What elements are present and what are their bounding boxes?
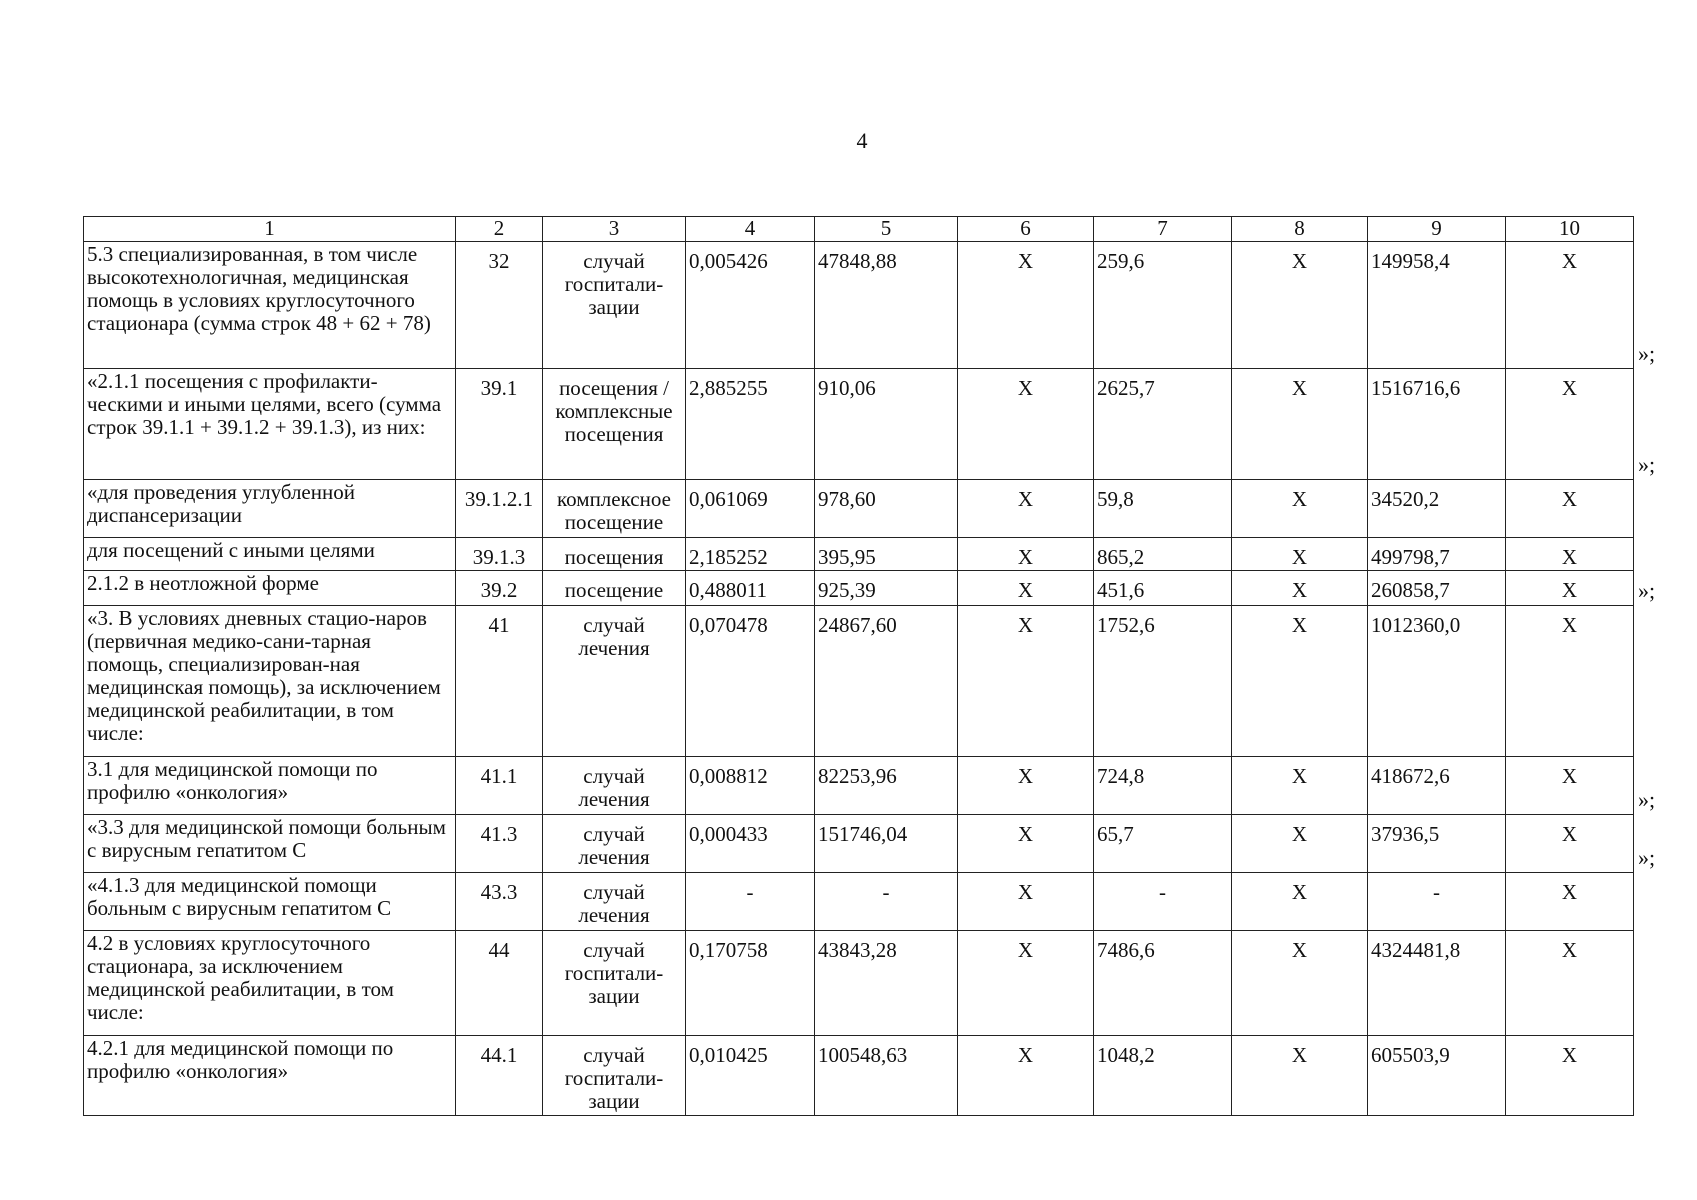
row-unit-cell: посещения: [543, 538, 686, 571]
page-number: 4: [856, 128, 868, 153]
closing-quote-mark: »;: [1638, 786, 1656, 812]
row-value-col9: -: [1368, 873, 1506, 931]
closing-quote-mark: »;: [1638, 340, 1656, 366]
row-name-cell: для посещений с иными целями: [84, 538, 456, 571]
table-row: [84, 873, 1634, 931]
column-header: 5: [815, 217, 958, 242]
row-unit-cell: случай госпитали-зации: [543, 242, 686, 369]
row-mark-col6: Х: [958, 538, 1094, 571]
table-row: [84, 931, 1634, 1036]
row-value-col9: 4324481,8: [1368, 931, 1506, 1036]
row-mark-col10: Х: [1506, 873, 1634, 931]
closing-quote-mark: »;: [1638, 451, 1656, 477]
row-mark-col8: Х: [1232, 931, 1368, 1036]
row-mark-col10: Х: [1506, 538, 1634, 571]
row-value-col9: 149958,4: [1368, 242, 1506, 369]
row-mark-col6: Х: [958, 1036, 1094, 1116]
row-value-col7: 865,2: [1094, 538, 1232, 571]
row-value-col4: 0,005426: [686, 242, 815, 369]
row-code-cell: 44: [456, 931, 543, 1036]
row-value-col4: -: [686, 873, 815, 931]
row-name-cell: «4.1.3 для медицинской помощи больным с вирусным гепатитом С: [84, 873, 456, 931]
row-value-col5: 910,06: [815, 369, 958, 480]
row-mark-col8: Х: [1232, 538, 1368, 571]
row-name-cell: «для проведения углубленной диспансеризации: [84, 480, 456, 538]
table-row: [84, 606, 1634, 757]
row-unit-cell: случай лечения: [543, 757, 686, 815]
table-row: [84, 815, 1634, 873]
row-unit-cell: случай лечения: [543, 815, 686, 873]
column-header: 10: [1506, 217, 1634, 242]
column-header: 3: [543, 217, 686, 242]
row-mark-col10: Х: [1506, 480, 1634, 538]
row-value-col5: 100548,63: [815, 1036, 958, 1116]
row-name-cell: 3.1 для медицинской помощи по профилю «онкология»: [84, 757, 456, 815]
row-name-cell: «3. В условиях дневных стацио-наров (первичная медико-сани-тарная помощь, специализирован-ная медицинская помощь), за исключением медицинской реабилитации, в том числе:: [84, 606, 456, 757]
row-mark-col10: Х: [1506, 606, 1634, 757]
row-value-col4: 0,000433: [686, 815, 815, 873]
row-code-cell: 39.2: [456, 571, 543, 606]
row-mark-col6: Х: [958, 369, 1094, 480]
column-header: 6: [958, 217, 1094, 242]
row-mark-col6: Х: [958, 757, 1094, 815]
row-value-col4: 0,488011: [686, 571, 815, 606]
row-value-col7: 59,8: [1094, 480, 1232, 538]
row-mark-col8: Х: [1232, 873, 1368, 931]
row-value-col4: 2,885255: [686, 369, 815, 480]
row-unit-cell: случай госпитали-зации: [543, 931, 686, 1036]
row-value-col5: 82253,96: [815, 757, 958, 815]
row-value-col9: 499798,7: [1368, 538, 1506, 571]
column-header: 9: [1368, 217, 1506, 242]
row-value-col5: 151746,04: [815, 815, 958, 873]
row-value-col4: 0,008812: [686, 757, 815, 815]
row-code-cell: 43.3: [456, 873, 543, 931]
row-value-col7: 1048,2: [1094, 1036, 1232, 1116]
closing-quote-mark: »;: [1638, 577, 1656, 603]
row-value-col9: 1012360,0: [1368, 606, 1506, 757]
row-value-col7: 259,6: [1094, 242, 1232, 369]
row-value-col9: 37936,5: [1368, 815, 1506, 873]
row-mark-col10: Х: [1506, 757, 1634, 815]
row-mark-col10: Х: [1506, 242, 1634, 369]
row-value-col5: 24867,60: [815, 606, 958, 757]
row-mark-col6: Х: [958, 931, 1094, 1036]
row-value-col5: -: [815, 873, 958, 931]
row-value-col5: 43843,28: [815, 931, 958, 1036]
row-mark-col8: Х: [1232, 815, 1368, 873]
table-row: [84, 757, 1634, 815]
row-value-col5: 978,60: [815, 480, 958, 538]
row-mark-col6: Х: [958, 606, 1094, 757]
column-header: 8: [1232, 217, 1368, 242]
row-value-col9: 1516716,6: [1368, 369, 1506, 480]
row-mark-col8: Х: [1232, 369, 1368, 480]
column-header: 4: [686, 217, 815, 242]
row-value-col4: 0,061069: [686, 480, 815, 538]
row-mark-col10: Х: [1506, 369, 1634, 480]
row-value-col4: 0,070478: [686, 606, 815, 757]
row-value-col7: 1752,6: [1094, 606, 1232, 757]
row-unit-cell: комплексное посещение: [543, 480, 686, 538]
row-value-col7: 724,8: [1094, 757, 1232, 815]
closing-quote-mark: »;: [1638, 844, 1656, 870]
column-number-row: [84, 217, 1634, 242]
row-mark-col8: Х: [1232, 571, 1368, 606]
row-unit-cell: случай лечения: [543, 873, 686, 931]
row-value-col5: 395,95: [815, 538, 958, 571]
row-value-col7: 7486,6: [1094, 931, 1232, 1036]
row-mark-col6: Х: [958, 480, 1094, 538]
row-value-col4: 0,010425: [686, 1036, 815, 1116]
row-unit-cell: случай госпитали-зации: [543, 1036, 686, 1116]
row-mark-col10: Х: [1506, 931, 1634, 1036]
row-mark-col8: Х: [1232, 242, 1368, 369]
row-mark-col10: Х: [1506, 571, 1634, 606]
row-value-col7: 2625,7: [1094, 369, 1232, 480]
row-value-col4: 2,185252: [686, 538, 815, 571]
data-table: [83, 216, 1634, 1116]
row-value-col7: 451,6: [1094, 571, 1232, 606]
table-row: [84, 538, 1634, 571]
column-header: 7: [1094, 217, 1232, 242]
row-mark-col8: Х: [1232, 1036, 1368, 1116]
row-code-cell: 41.3: [456, 815, 543, 873]
table-row: [84, 1036, 1634, 1116]
row-value-col9: 605503,9: [1368, 1036, 1506, 1116]
row-value-col5: 925,39: [815, 571, 958, 606]
row-value-col4: 0,170758: [686, 931, 815, 1036]
row-mark-col8: Х: [1232, 480, 1368, 538]
row-value-col9: 418672,6: [1368, 757, 1506, 815]
row-mark-col8: Х: [1232, 606, 1368, 757]
row-mark-col6: Х: [958, 571, 1094, 606]
row-code-cell: 41.1: [456, 757, 543, 815]
row-code-cell: 39.1: [456, 369, 543, 480]
table-body: [84, 242, 1634, 1116]
row-name-cell: 2.1.2 в неотложной форме: [84, 571, 456, 606]
table-row: [84, 480, 1634, 538]
row-unit-cell: посещения / комплексные посещения: [543, 369, 686, 480]
row-code-cell: 39.1.3: [456, 538, 543, 571]
row-value-col9: 260858,7: [1368, 571, 1506, 606]
row-unit-cell: посещение: [543, 571, 686, 606]
row-mark-col10: Х: [1506, 815, 1634, 873]
row-mark-col6: Х: [958, 873, 1094, 931]
row-mark-col10: Х: [1506, 1036, 1634, 1116]
table-row: [84, 369, 1634, 480]
row-code-cell: 39.1.2.1: [456, 480, 543, 538]
row-unit-cell: случай лечения: [543, 606, 686, 757]
row-code-cell: 41: [456, 606, 543, 757]
row-name-cell: «2.1.1 посещения с профилакти-ческими и иными целями, всего (сумма строк 39.1.1 + 39.1.2 + 39.1.3), из них:: [84, 369, 456, 480]
row-code-cell: 44.1: [456, 1036, 543, 1116]
row-name-cell: «3.3 для медицинской помощи больным с вирусным гепатитом С: [84, 815, 456, 873]
row-name-cell: 4.2.1 для медицинской помощи по профилю «онкология»: [84, 1036, 456, 1116]
row-mark-col8: Х: [1232, 757, 1368, 815]
row-mark-col6: Х: [958, 815, 1094, 873]
row-mark-col6: Х: [958, 242, 1094, 369]
table-row: [84, 571, 1634, 606]
row-value-col7: 65,7: [1094, 815, 1232, 873]
column-header: 2: [456, 217, 543, 242]
column-header: 1: [84, 217, 456, 242]
row-value-col7: -: [1094, 873, 1232, 931]
row-value-col5: 47848,88: [815, 242, 958, 369]
row-code-cell: 32: [456, 242, 543, 369]
row-name-cell: 5.3 специализированная, в том числе высокотехнологичная, медицинская помощь в условиях круглосуточного стационара (сумма строк 48 + 62 + 78): [84, 242, 456, 369]
table-row: [84, 242, 1634, 369]
row-name-cell: 4.2 в условиях круглосуточного стационара, за исключением медицинской реабилитации, в том числе:: [84, 931, 456, 1036]
row-value-col9: 34520,2: [1368, 480, 1506, 538]
